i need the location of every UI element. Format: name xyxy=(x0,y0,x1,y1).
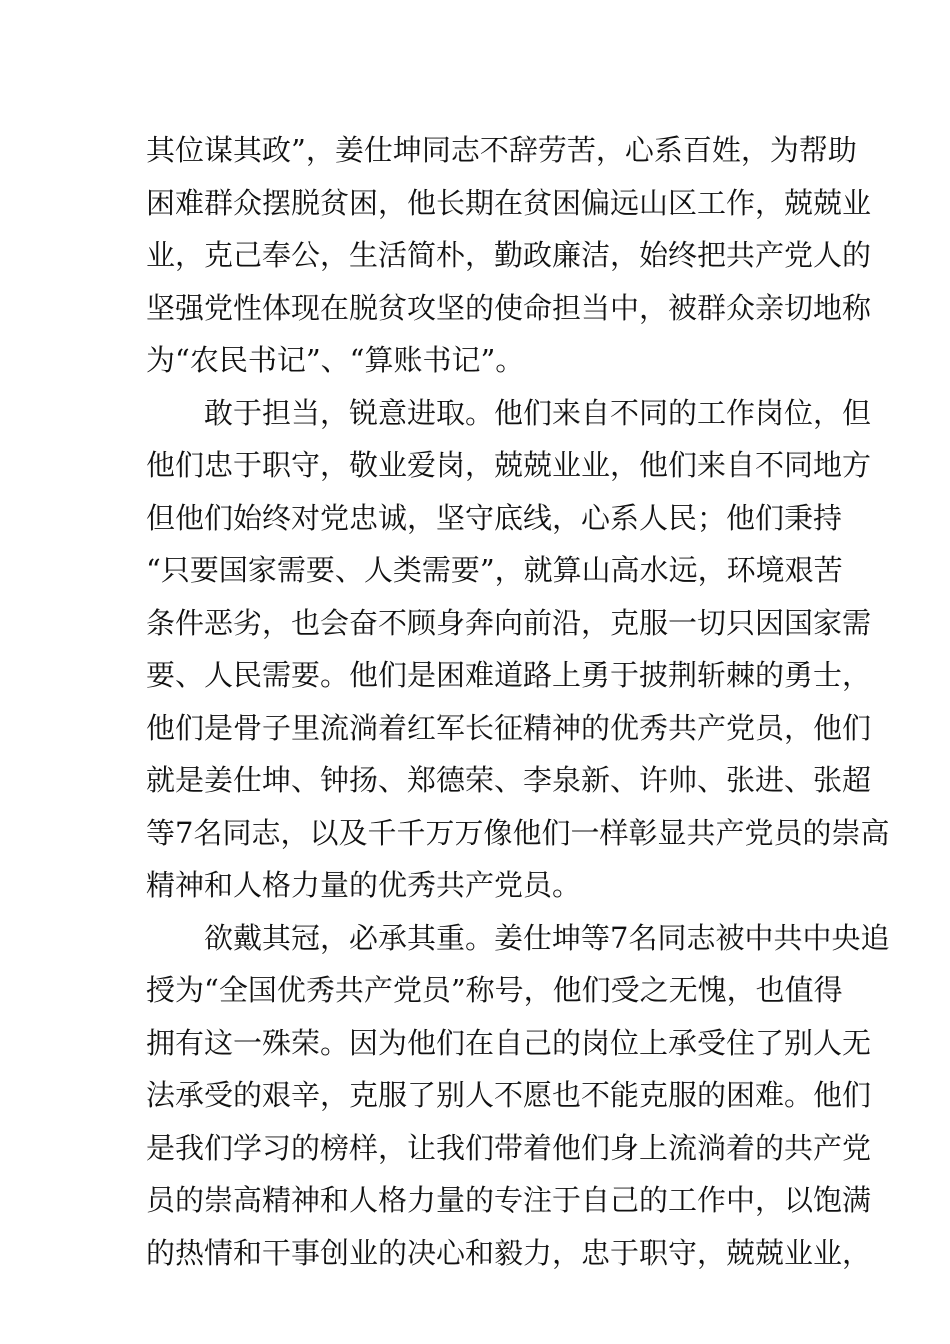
text-line: 他们是骨子里流淌着红军长征精神的优秀共产党员，他们 xyxy=(146,710,872,745)
text-line: 的热情和干事创业的决心和毅力，忠于职守，兢兢业业， xyxy=(146,1235,872,1270)
text-line: 欲戴其冠，必承其重。姜仕坤等7名同志被中共中央追 xyxy=(204,920,890,955)
paragraph-2 xyxy=(146,387,890,912)
text-line: 精神和人格力量的优秀共产党员。 xyxy=(146,868,582,902)
text-line: 要、人民需要。他们是困难道路上勇于披荆斩棘的勇士， xyxy=(146,658,872,692)
text-line: 就是姜仕坤、钟扬、郑德荣、李泉新、许帅、张进、张超 xyxy=(146,763,872,797)
document-body xyxy=(146,124,890,1279)
text-line: 业，克己奉公，生活简朴，勤政廉洁，始终把共产党人的 xyxy=(146,238,872,272)
text-line: 为“农民书记”、“算账书记”。 xyxy=(146,343,525,377)
text-line: 困难群众摆脱贫困，他长期在贫困偏远山区工作，兢兢业 xyxy=(146,185,872,220)
text-line: 敢于担当，锐意进取。他们来自不同的工作岗位，但 xyxy=(204,395,872,430)
text-line: 员的崇高精神和人格力量的专注于自己的工作中，以饱满 xyxy=(146,1183,872,1217)
text-line: 法承受的艰辛，克服了别人不愿也不能克服的困难。他们 xyxy=(146,1078,872,1112)
text-line: 拥有这一殊荣。因为他们在自己的岗位上承受住了别人无 xyxy=(146,1025,872,1060)
text-line: 授为“全国优秀共产党员”称号，他们受之无愧，也值得 xyxy=(146,973,843,1007)
text-line: “只要国家需要、人类需要”，就算山高水远，环境艰苦 xyxy=(146,553,843,587)
text-line: 是我们学习的榜样，让我们带着他们身上流淌着的共产党 xyxy=(146,1130,872,1165)
text-line: 其位谋其政”，姜仕坤同志不辞劳苦，心系百姓，为帮助 xyxy=(146,133,857,167)
text-line: 但他们始终对党忠诚，坚守底线，心系人民；他们秉持 xyxy=(146,500,843,535)
paragraph-1 xyxy=(146,124,872,387)
paragraph-3 xyxy=(146,912,890,1280)
text-line: 他们忠于职守，敬业爱岗，兢兢业业，他们来自不同地方 xyxy=(146,448,872,482)
text-line: 等7名同志，以及千千万万像他们一样彰显共产党员的崇高 xyxy=(146,815,890,850)
text-line: 条件恶劣，也会奋不顾身奔向前沿，克服一切只因国家需 xyxy=(146,605,872,640)
text-line: 坚强党性体现在脱贫攻坚的使命担当中，被群众亲切地称 xyxy=(146,290,872,325)
